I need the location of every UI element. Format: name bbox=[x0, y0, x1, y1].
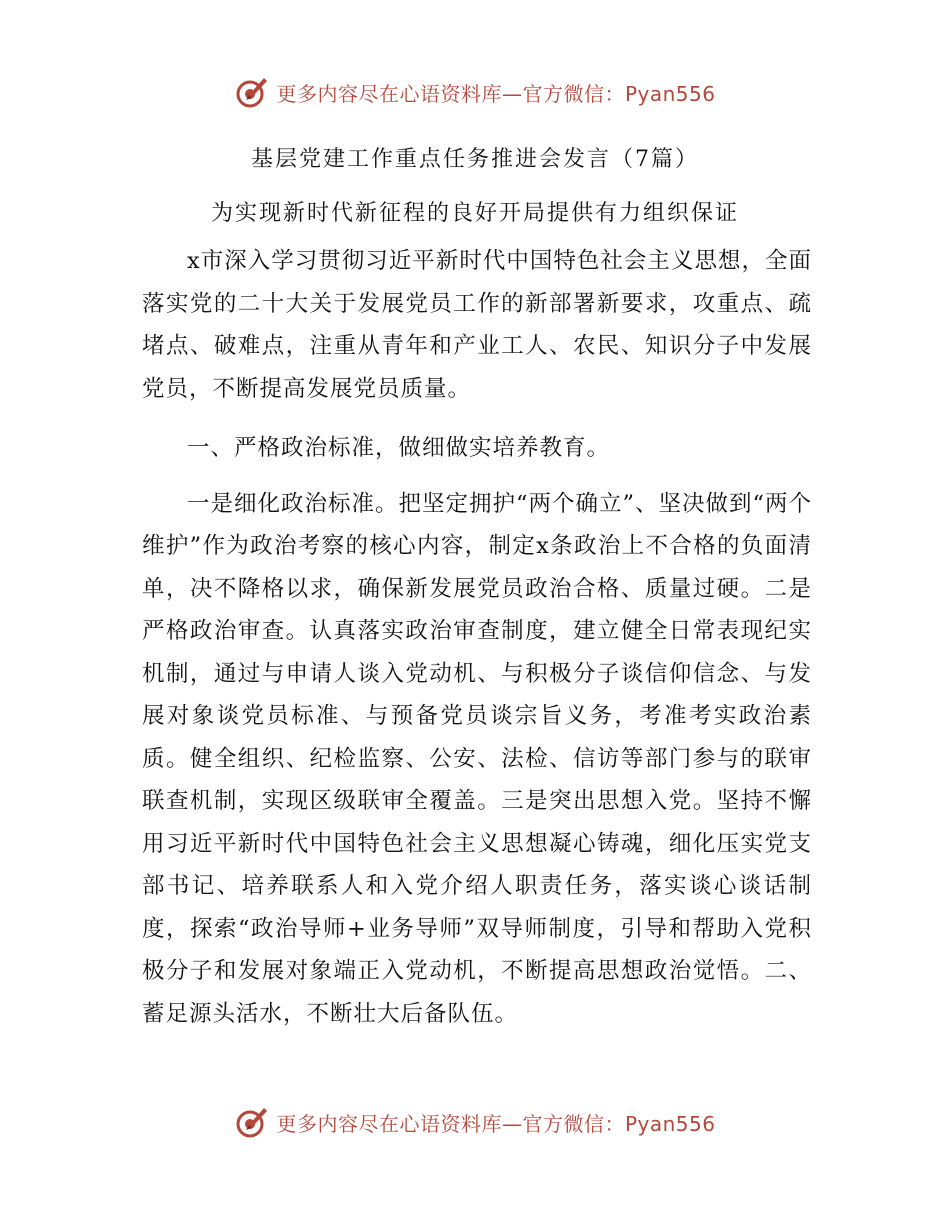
quill-pen-circle-icon bbox=[234, 74, 270, 110]
banner-text: 更多内容尽在心语资料库—官方微信：Pyan556 bbox=[276, 1111, 716, 1136]
document-subtitle: 为实现新时代新征程的良好开局提供有力组织保证 bbox=[210, 201, 739, 226]
header-banner bbox=[0, 72, 950, 112]
document-body bbox=[142, 240, 812, 1052]
paragraph-section-1: 一是细化政治标准。把坚定拥护“两个确立”、坚决做到“两个维护”作为政治考察的核心内容，制定x条政治上不合格的负面清单，决不降格以求，确保新发展党员政治合格、质量过硬。二是严格政治审查。认真落实政治审查制度，建立健全日常表现纪实机制，通过与申请人谈入党动机、与积极分子谈信仰信念、与发展对象谈党员标准、与预备党员谈宗旨义务，考准考实政治素质。健全组织、纪检监察、公安、法检、信访等部门参与的联审联查机制，实现区级联审全覆盖。三是突出思想入党。坚持不懈用习近平新时代中国特色社会主义思想凝心铸魂，细化压实党支部书记、培养联系人和入党介绍人职责任务，落实谈心谈话制度，探索“政治导师+业务导师”双导师制度，引导和帮助入党积极分子和发展对象端正入党动机，不断提高思想政治觉悟。二、蓄足源头活水，不断壮大后备队伍。 bbox=[142, 490, 813, 1027]
document-title: 基层党建工作重点任务推进会发言（7篇） bbox=[251, 147, 699, 172]
banner-text: 更多内容尽在心语资料库—官方微信：Pyan556 bbox=[276, 81, 716, 106]
paragraph-intro: x市深入学习贯彻习近平新时代中国特色社会主义思想，全面落实党的二十大关于发展党员工作的新部署新要求，攻重点、疏堵点、破难点，注重从青年和产业工人、农民、知识分子中发展党员，不断提高发展党员质量。 bbox=[142, 248, 812, 402]
footer-banner bbox=[0, 1102, 950, 1142]
quill-pen-circle-icon bbox=[234, 1104, 270, 1140]
section-heading: 一、严格政治标准，做细做实培养教育。 bbox=[187, 435, 611, 461]
